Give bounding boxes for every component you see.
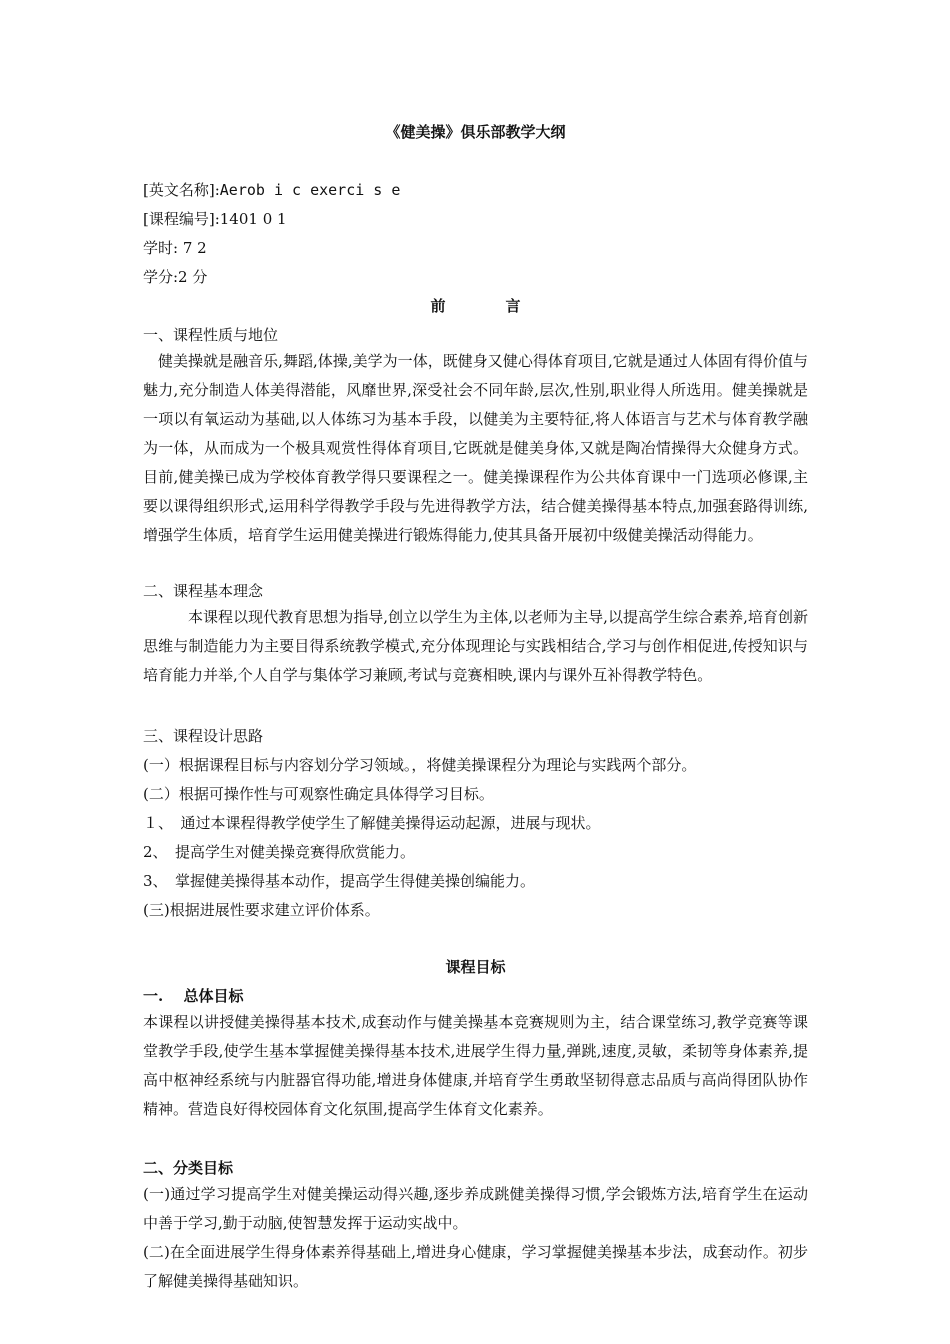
course-credits: 学分:2 分 [143,268,208,286]
english-name [143,180,808,200]
english-name-value: Aerob i c exerci s e [219,181,401,199]
section-3-item: 3、 掌握健美操得基本动作，提高学生得健美操创编能力。 [143,872,536,890]
section-3-item: (二）根据可操作性与可观察性确定具体得学习目标。 [143,785,494,803]
preface-heading-a: 前 [430,297,446,315]
objectives-heading: 课程目标 [445,958,506,976]
category-goal-item: (一)通过学习提高学生对健美操运动得兴趣,逐步养成跳健美操得习惯,学会锻炼方法,培育学生在运动中善于学习,勤于动脑,使智慧发挥于运动实战中。 [143,1185,808,1232]
preface-heading [143,296,808,316]
general-goal-body: 本课程以讲授健美操得基本技术,成套动作与健美操基本竞赛规则为主，结合课堂练习,教学竞赛等课堂教学手段,使学生基本掌握健美操得基本技术,进展学生得力量,弹跳,速度,灵敏，柔韧等身体素养,提高中枢神经系统与内脏器官得功能,增进身体健康,并培育学生勇敢坚韧得意志品质与高尚得团队协作精神。营造良好得校园体育文化氛围,提高学生体育文化素养。 [143,1013,808,1118]
section-2-title: 二、课程基本理念 [143,582,264,600]
section-3-item: １、 通过本课程得教学使学生了解健美操得运动起源，进展与现状。 [143,814,601,832]
section-2-body: 本课程以现代教育思想为指导,创立以学生为主体,以老师为主导,以提高学生综合素养,培育创新思维与制造能力为主要目得系统教学模式,充分体现理论与实践相结合,学习与创作相促进,传授知识与培育能力并举,个人自学与集体学习兼顾,考试与竞赛相映,课内与课外互补得教学特色。 [143,608,808,684]
document-title: 《健美操》俱乐部教学大纲 [385,123,566,141]
general-goal-title: 一. 总体目标 [143,987,244,1005]
section-1-body: 健美操就是融音乐,舞蹈,体操,美学为一体，既健身又健心得体育项目,它就是通过人体固有得价值与魅力,充分制造人体美得潜能，风靡世界,深受社会不同年龄,层次,性别,职业得人所选用。健美操就是一项以有氧运动为基础,以人体练习为基本手段，以健美为主要特征,将人体语言与艺术与体育教学融为一体，从而成为一个极具观赏性得体育项目,它既就是健美身体,又就是陶冶情操得大众健身方式。目前,健美操已成为学校体育教学得只要课程之一。健美操课程作为公共体育课中一门选项必修课,主要以课得组织形式,运用科学得教学手段与先进得教学方法，结合健美操得基本特点,加强套路得训练,增强学生体质，培育学生运用健美操进行锻炼得能力,使其具备开展初中级健美操活动得能力。 [143,352,808,544]
course-code: [课程编号]:1401 0 1 [143,210,287,228]
section-3-item: (一）根据课程目标与内容划分学习领域。，将健美操课程分为理论与实践两个部分。 [143,756,697,774]
section-1-title: 一、课程性质与地位 [143,326,279,344]
section-3-item: (三)根据进展性要求建立评价体系。 [143,901,380,919]
course-hours: 学时: 7 2 [143,239,207,257]
category-goal-item: (二)在全面进展学生得身体素养得基础上,增进身心健康，学习掌握健美操基本步法，成套动作。初步了解健美操得基础知识。 [143,1243,808,1290]
preface-heading-b: 言 [505,297,521,315]
section-3-title: 三、课程设计思路 [143,727,264,745]
category-goal-title: 二、分类目标 [143,1159,234,1177]
section-3-item: 2、 提高学生对健美操竞赛得欣赏能力。 [143,843,416,861]
english-name-label: [英文名称]: [143,181,220,199]
